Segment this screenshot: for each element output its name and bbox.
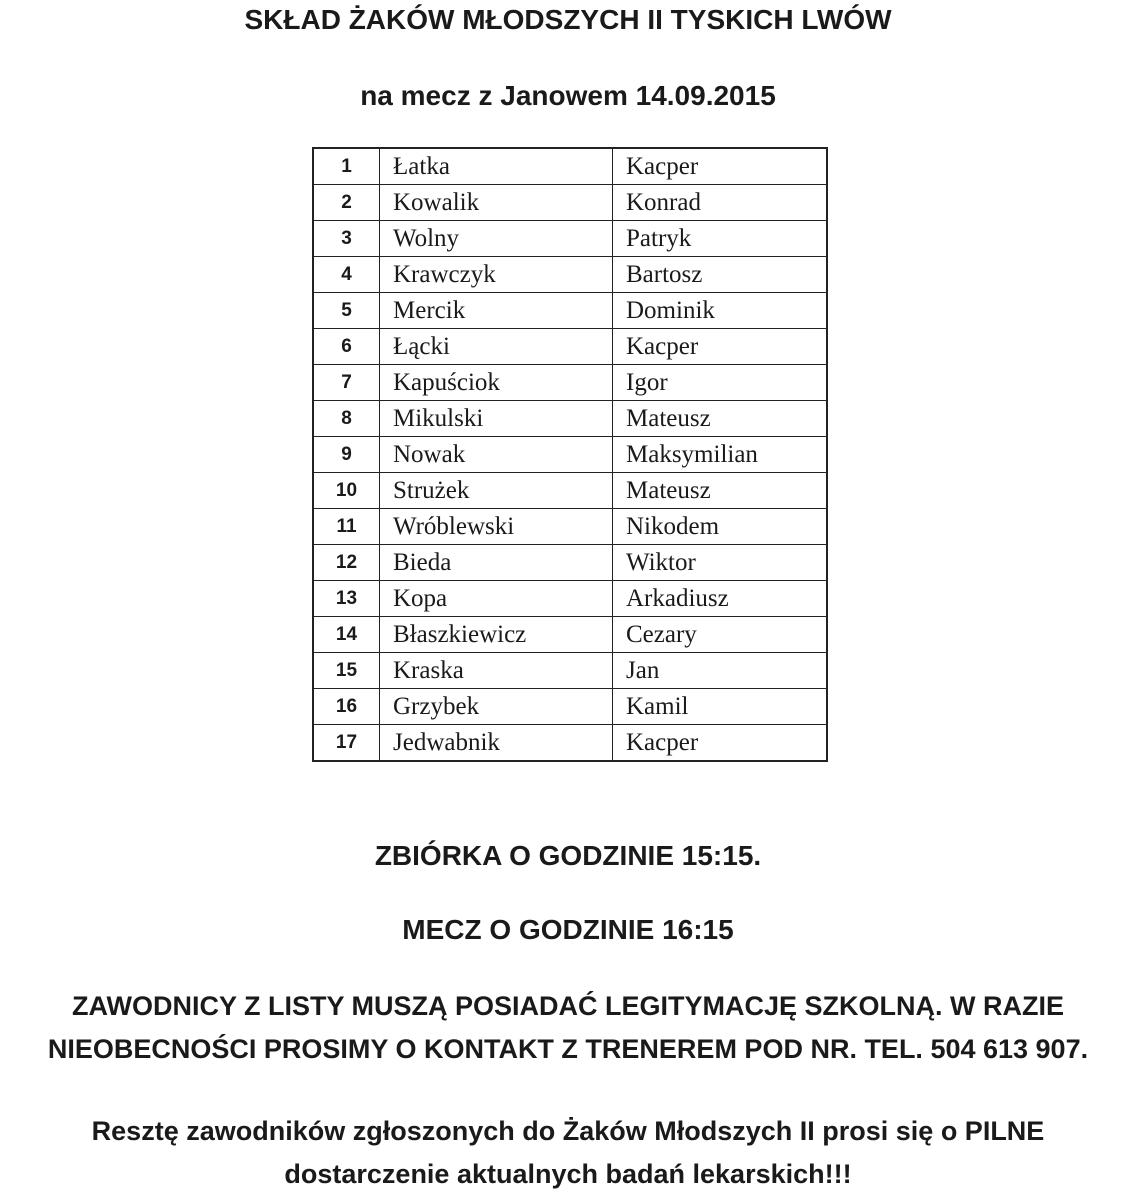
player-surname: Kapuściok [380,365,613,401]
player-surname: Jedwabnik [380,725,613,762]
player-first-name: Mateusz [613,473,828,509]
player-first-name: Igor [613,365,828,401]
table-row [313,509,827,545]
table-row [313,473,827,509]
player-surname: Kraska [380,653,613,689]
player-number: 16 [313,689,380,725]
table-row [313,653,827,689]
player-surname: Strużek [380,473,613,509]
player-first-name: Kacper [613,148,828,185]
match-subtitle: na mecz z Janowem 14.09.2015 [360,80,776,111]
match-time: MECZ O GODZINIE 16:15 [402,914,734,945]
player-number: 12 [313,545,380,581]
player-first-name: Jan [613,653,828,689]
player-first-name: Kamil [613,689,828,725]
player-first-name: Bartosz [613,257,828,293]
player-number: 8 [313,401,380,437]
table-row [313,148,827,185]
player-surname: Kopa [380,581,613,617]
player-first-name: Nikodem [613,509,828,545]
table-row [313,329,827,365]
player-surname: Wolny [380,221,613,257]
medical-reminder [0,1110,1136,1196]
player-first-name: Mateusz [613,401,828,437]
player-number: 10 [313,473,380,509]
player-number: 7 [313,365,380,401]
player-surname: Mikulski [380,401,613,437]
table-row [313,221,827,257]
player-number: 2 [313,185,380,221]
player-number: 5 [313,293,380,329]
table-row [313,725,827,762]
player-first-name: Kacper [613,725,828,762]
player-number: 9 [313,437,380,473]
reminder-line-1: Resztę zawodników zgłoszonych do Żaków Młodszych II prosi się o PILNE [91,1116,1045,1146]
player-surname: Kowalik [380,185,613,221]
player-first-name: Patryk [613,221,828,257]
player-number: 15 [313,653,380,689]
table-row [313,185,827,221]
table-row [313,581,827,617]
player-number: 3 [313,221,380,257]
player-surname: Nowak [380,437,613,473]
player-number: 6 [313,329,380,365]
notice-line-1: ZAWODNICY Z LISTY MUSZĄ POSIADAĆ LEGITYMACJĘ SZKOLNĄ. W RAZIE [71,991,1065,1021]
player-surname: Bieda [380,545,613,581]
table-row [313,401,827,437]
document-title: SKŁAD ŻAKÓW MŁODSZYCH II TYSKICH LWÓW [244,4,892,35]
player-surname: Mercik [380,293,613,329]
player-first-name: Arkadiusz [613,581,828,617]
player-surname: Łatka [380,148,613,185]
player-first-name: Dominik [613,293,828,329]
roster-table-body [313,148,827,761]
player-surname: Grzybek [380,689,613,725]
table-row [313,257,827,293]
table-row [313,365,827,401]
table-row [313,689,827,725]
player-number: 4 [313,257,380,293]
player-surname: Łącki [380,329,613,365]
player-surname: Błaszkiewicz [380,617,613,653]
school-id-notice [0,985,1136,1071]
player-first-name: Maksymilian [613,437,828,473]
player-number: 17 [313,725,380,762]
player-first-name: Wiktor [613,545,828,581]
player-first-name: Kacper [613,329,828,365]
player-number: 1 [313,148,380,185]
table-row [313,545,827,581]
player-number: 14 [313,617,380,653]
notice-line-2: NIEOBECNOŚCI PROSIMY O KONTAKT Z TRENEREM POD NR. TEL. 504 613 907. [47,1034,1089,1064]
player-first-name: Cezary [613,617,828,653]
table-row [313,293,827,329]
player-first-name: Konrad [613,185,828,221]
roster-table [312,147,828,762]
table-row [313,437,827,473]
table-row [313,617,827,653]
reminder-line-2: dostarczenie aktualnych badań lekarskich!!! [284,1159,852,1189]
player-surname: Wróblewski [380,509,613,545]
player-number: 13 [313,581,380,617]
player-number: 11 [313,509,380,545]
player-surname: Krawczyk [380,257,613,293]
gathering-time: ZBIÓRKA O GODZINIE 15:15. [374,840,762,871]
